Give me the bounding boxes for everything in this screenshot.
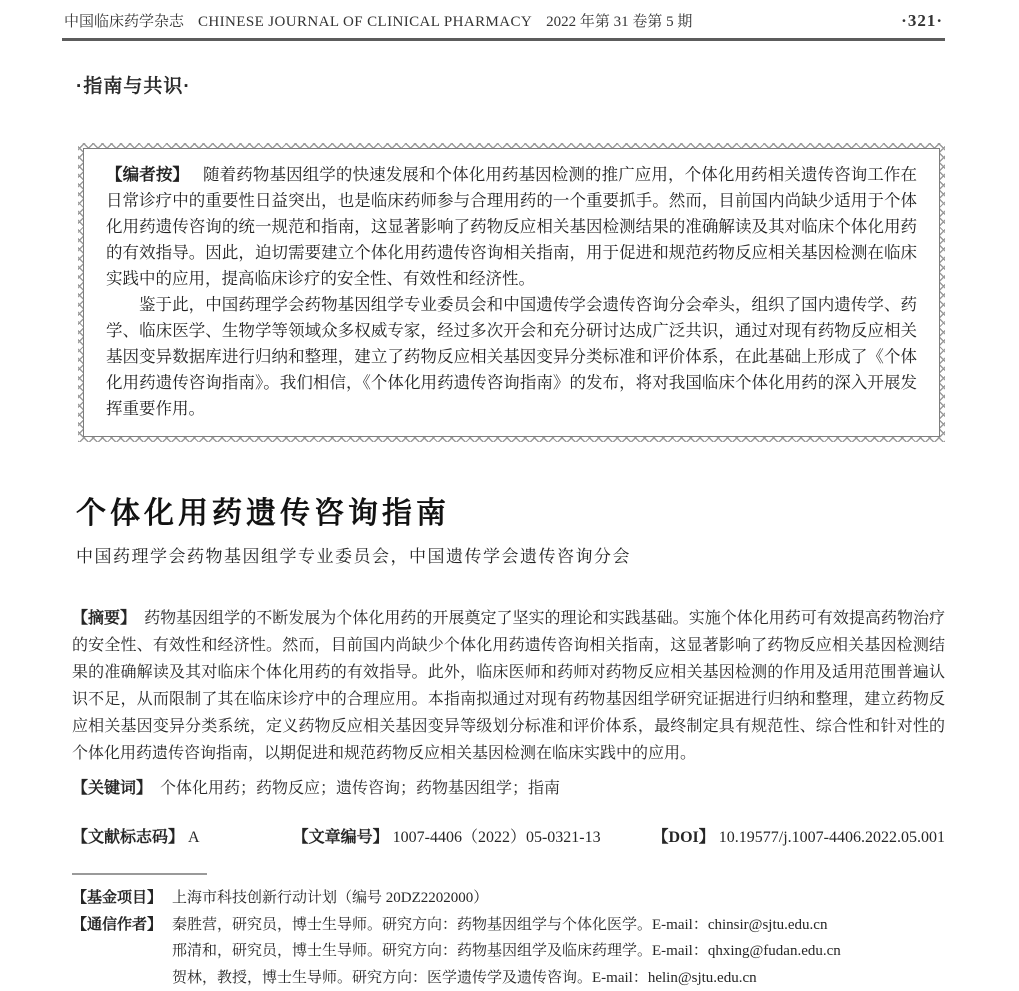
article-authors: 中国药理学会药物基因组学专业委员会，中国遗传学会遗传咨询分会 [76, 542, 945, 567]
editor-note-label: 【编者按】 [106, 165, 189, 184]
doc-code-label: 【文献标志码】 [72, 829, 184, 846]
abstract-label: 【摘要】 [72, 610, 136, 627]
page-number: ·321· [901, 11, 943, 31]
editor-note-paragraph-2: 鉴于此，中国药理学会药物基因组学专业委员会和中国遗传学会遗传咨询分会牵头，组织了国内遗传学、药学、临床医学、生物学等领域众多权威专家，经过多次开会和充分研讨达成广泛共识，通过对现有药物反应相关基因变异数据库进行归纳和整理，建立了药物反应相关基因变异分类标准和评价体系，在此基础上形成了《个体化用药遗传咨询指南》。我们相信，《个体化用药遗传咨询指南》的发布，将对我国临床个体化用药的深入开展发挥重要作用。 [106, 292, 917, 422]
corresponding-authors-content [172, 912, 945, 991]
abstract-block [72, 605, 945, 802]
corresponding-author-line: 邢清和，研究员，博士生导师。研究方向：药物基因组学及临床药理学。E-mail：qhxing@fudan.edu.cn [172, 938, 945, 965]
footnote-separator [72, 873, 207, 875]
corresponding-authors-label: 【通信作者】 [72, 912, 164, 991]
corresponding-authors-row [72, 912, 945, 991]
article-title: 个体化用药遗传咨询指南 [76, 488, 945, 532]
journal-name-en: CHINESE JOURNAL OF CLINICAL PHARMACY [198, 14, 532, 31]
article-no-value: 1007-4406（2022）05-0321-13 [393, 829, 601, 846]
corresponding-author-line: 秦胜营，研究员，博士生导师。研究方向：药物基因组学与个体化医学。E-mail：chinsir@sjtu.edu.cn [172, 912, 945, 939]
abstract-paragraph [72, 605, 945, 767]
editor-note-box-inner [83, 148, 940, 437]
editor-note-box [78, 143, 945, 442]
fund-project-content [172, 885, 945, 912]
section-label: ·指南与共识· [76, 71, 945, 98]
keywords-label: 【关键词】 [72, 780, 152, 797]
running-head [62, 10, 945, 41]
running-head-left [64, 10, 692, 31]
editor-note-text-1: 随着药物基因组学的快速发展和个体化用药基因检测的推广应用，个体化用药相关遗传咨询工作在日常诊疗中的重要性日益突出，也是临床药师参与合理用药的一个重要抓手。然而，目前国内尚缺少适用于个体化用药遗传咨询的统一规范和指南，这显著影响了药物反应相关基因检测结果的准确解读及其对临床个体化用药的有效指导。因此，迫切需要建立个体化用药遗传咨询相关指南，用于促进和规范药物反应相关基因检测在临床实践中的应用，提高临床诊疗的安全性、有效性和经济性。 [106, 165, 917, 288]
doc-code-item [72, 824, 293, 847]
journal-issue: 2022 年第 31 卷第 5 期 [546, 10, 692, 31]
journal-name-cn: 中国临床药学杂志 [64, 10, 184, 31]
corresponding-author-line: 贺林，教授，博士生导师。研究方向：医学遗传学及遗传咨询。E-mail：helin@sjtu.edu.cn [172, 965, 945, 991]
article-no-label: 【文章编号】 [293, 829, 389, 846]
doi-label: 【DOI】 [653, 829, 715, 846]
document-codes-row [72, 824, 945, 847]
fund-project-text: 上海市科技创新行动计划（编号 20DZ2202000） [172, 885, 945, 912]
fund-project-label: 【基金项目】 [72, 885, 164, 912]
keywords-line [72, 775, 945, 802]
doi-value: 10.19577/j.1007-4406.2022.05.001 [719, 829, 945, 846]
keywords-text: 个体化用药；药物反应；遗传咨询；药物基因组学；指南 [160, 780, 560, 797]
abstract-text: 药物基因组学的不断发展为个体化用药的开展奠定了坚实的理论和实践基础。实施个体化用药可有效提高药物治疗的安全性、有效性和经济性。然而，目前国内尚缺少个体化用药遗传咨询相关指南，这显著影响了药物反应相关基因检测结果的准确解读及其对临床个体化用药的有效指导。此外，临床医师和药师对药物反应相关基因检测的作用及适用范围普遍认识不足，从而限制了其在临床诊疗中的合理应用。本指南拟通过对现有药物基因组学研究证据进行归纳和整理，建立药物反应相关基因变异分类系统，定义药物反应相关基因变异等级划分标准和评价体系，最终制定具有规范性、综合性和针对性的个体化用药遗传咨询指南，以期促进和规范药物反应相关基因检测在临床实践中的应用。 [72, 610, 945, 762]
doc-code-value: A [188, 829, 200, 846]
fund-project-row [72, 885, 945, 912]
doi-item [653, 824, 945, 847]
article-no-item [293, 824, 653, 847]
editor-note-paragraph-1 [106, 162, 917, 292]
footnotes-block [72, 885, 945, 991]
